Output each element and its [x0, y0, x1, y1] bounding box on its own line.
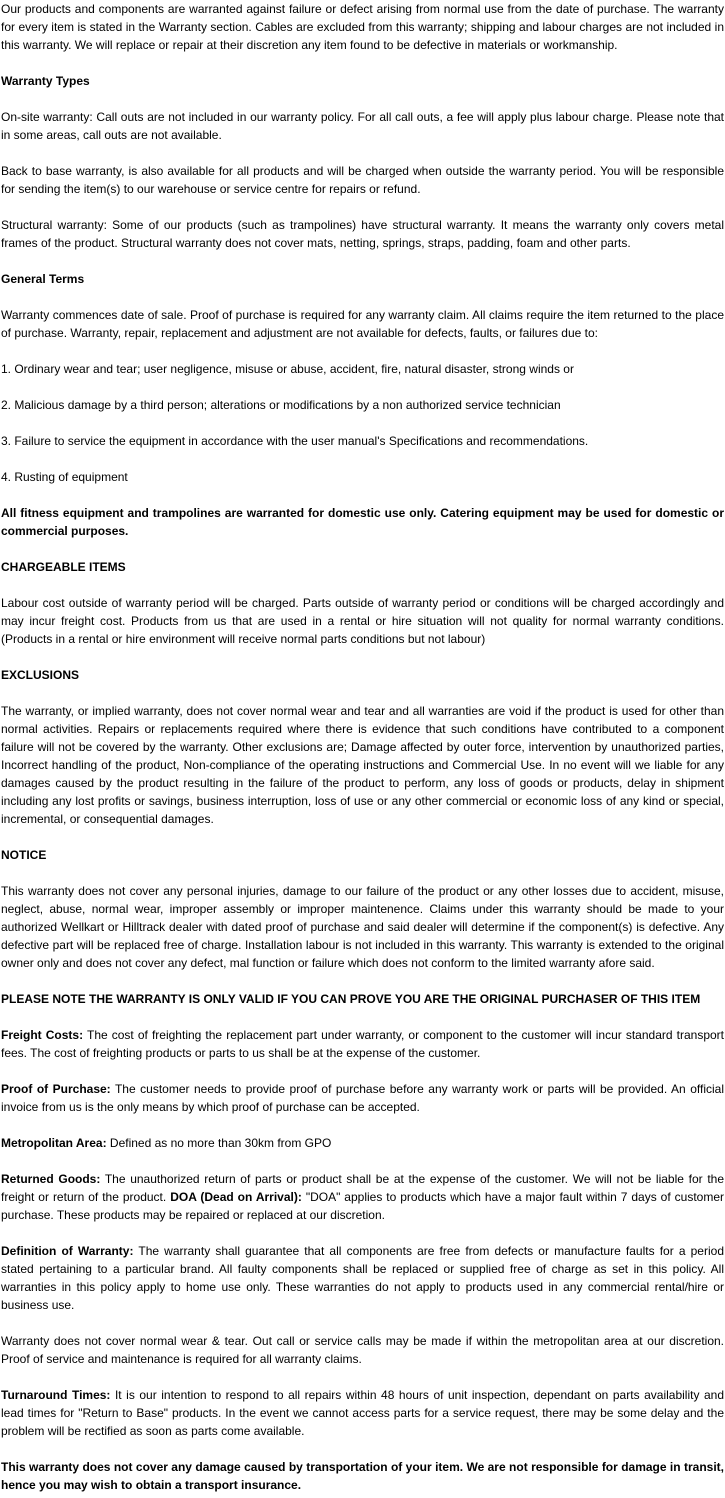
- original-purchaser-note: PLEASE NOTE THE WARRANTY IS ONLY VALID IF YOU CAN PROVE YOU ARE THE ORIGINAL PURCHASER OF THIS ITEM: [1, 992, 701, 1006]
- general-terms-heading: General Terms: [1, 272, 85, 286]
- terms-item-4: 4. Rusting of equipment: [1, 470, 128, 484]
- terms-item-1: 1. Ordinary wear and tear; user negligence, misuse or abuse, accident, fire, natural disaster, strong winds or: [1, 362, 574, 376]
- definition-of-warranty-label: Definition of Warranty:: [1, 1244, 134, 1258]
- metropolitan-area-paragraph: [1, 1134, 724, 1152]
- general-terms-paragraph: Warranty commences date of sale. Proof of purchase is required for any warranty claim. All claims require the item returned to the place of purchase. Warranty, repair, replacement and adjustment are not available for defects, faults, or failures due to:: [1, 308, 724, 340]
- turnaround-times-label: Turnaround Times:: [1, 1388, 111, 1402]
- turnaround-times-text: It is our intention to respond to all repairs within 48 hours of unit inspection, dependant on parts availability and lead times for "Return to Base" products. In the event we cannot access parts for a service request, there may be some delay and the problem will be rectified as soon as parts come available.: [1, 1388, 724, 1438]
- notice-paragraph: This warranty does not cover any personal injuries, damage to our failure of the product or any other losses due to accident, misuse, neglect, abuse, normal wear, improper assembly or improper maintenence. Claims under this warranty should be made to your authorized Wellkart or Hilltrack dealer with dated proof of purchase and said dealer will determine if the component(s) is defective. Any defective part will be replaced free of charge. Installation labour is not included in this warranty. This warranty is extended to the original owner only and does not cover any defect, mal function or failure which does not conform to the limited warranty afore said.: [1, 884, 724, 970]
- terms-item-3: 3. Failure to service the equipment in accordance with the user manual's Specifications and recommendations.: [1, 434, 589, 448]
- chargeable-items-heading: CHARGEABLE ITEMS: [1, 560, 126, 574]
- returned-goods-text: The unauthorized return of parts or product shall be at the expense of the customer. We will not be liable for the freight or return of the product.: [1, 1172, 725, 1204]
- exclusions-heading: EXCLUSIONS: [1, 668, 80, 682]
- metropolitan-area-text: Defined as no more than 30km from GPO: [106, 1136, 332, 1150]
- notice-heading: NOTICE: [1, 848, 47, 862]
- metropolitan-area-label: Metropolitan Area:: [1, 1136, 107, 1150]
- terms-item-2: 2. Malicious damage by a third person; alterations or modifications by a non authorized service technician: [1, 398, 561, 412]
- turnaround-times-paragraph: [1, 1386, 724, 1440]
- definition-of-warranty-paragraph: [1, 1242, 724, 1314]
- doa-label: DOA (Dead on Arrival):: [170, 1190, 302, 1204]
- chargeable-items-paragraph: Labour cost outside of warranty period will be charged. Parts outside of warranty period or conditions will be charged accordingly and may incur freight cost. Products from us that are used in a rental or hire situation will not quality for normal warranty conditions. (Products in a rental or hire environment will receive normal parts conditions but not labour): [1, 596, 724, 646]
- onsite-warranty-paragraph: On-site warranty: Call outs are not included in our warranty policy. For all call outs, a fee will apply plus labour charge. Please note that in some areas, call outs are not available.: [1, 110, 724, 142]
- freight-costs-label: Freight Costs:: [1, 1028, 84, 1042]
- returned-goods-paragraph: [1, 1170, 724, 1224]
- definition-of-warranty-text: The warranty shall guarantee that all components are free from defects or manufacture faults for a period stated pertaining to a particular brand. All faulty components shall be replaced or supplied free of charge as set in this policy. All warranties in this policy apply to home use only. These warranties do not apply to products used in any commercial rental/hire or business use.: [1, 1244, 724, 1312]
- wear-and-tear-paragraph: Warranty does not cover normal wear & tear. Out call or service calls may be made if within the metropolitan area at our discretion. Proof of service and maintenance is required for all warranty claims.: [1, 1334, 724, 1366]
- freight-costs-paragraph: [1, 1026, 724, 1062]
- exclusions-paragraph: The warranty, or implied warranty, does not cover normal wear and tear and all warranties are void if the product is used for other than normal activities. Repairs or replacements required where there is evidence that such conditions have contributed to a component failure will not be covered by the warranty. Other exclusions are; Damage affected by outer force, intervention by unauthorized parties, Incorrect handling of the product, Non-compliance of the operating instructions and Commercial Use. In no event will we liable for any damages caused by the product resulting in the failure of the product to perform, any loss of goods or products, delay in shipment including any lost profits or savings, business interruption, loss of use or any other commercial or economic loss of any kind or special, incremental, or consequential damages.: [1, 704, 724, 826]
- warranty-types-heading: Warranty Types: [1, 74, 90, 88]
- doa-text: "DOA" applies to products which have a major fault within 7 days of customer purchase. These products may be repaired or replaced at our discretion.: [1, 1190, 724, 1222]
- proof-of-purchase-label: Proof of Purchase:: [1, 1082, 111, 1096]
- proof-of-purchase-text: The customer needs to provide proof of purchase before any warranty work or parts will be provided. An official invoice from us is the only means by which proof of purchase can be accepted.: [1, 1082, 724, 1114]
- intro-paragraph: Our products and components are warranted against failure or defect arising from normal use from the date of purchase. The warranty for every item is stated in the Warranty section. Cables are excluded from this warranty; shipping and labour charges are not included in this warranty. We will replace or repair at their discretion any item found to be defective in materials or workmanship.: [1, 2, 724, 52]
- proof-of-purchase-paragraph: [1, 1080, 724, 1116]
- freight-costs-text: The cost of freighting the replacement part under warranty, or component to the customer will incur standard transport fees. The cost of freighting products or parts to us shall be at the expense of the customer.: [1, 1028, 724, 1060]
- transport-damage-note: This warranty does not cover any damage caused by transportation of your item. We are not responsible for damage in transit, hence you may wish to obtain a transport insurance.: [1, 1460, 724, 1492]
- domestic-use-note: All fitness equipment and trampolines are warranted for domestic use only. Catering equipment may be used for domestic or commercial purposes.: [1, 506, 724, 538]
- structural-warranty-paragraph: Structural warranty: Some of our products (such as trampolines) have structural warranty. It means the warranty only covers metal frames of the product. Structural warranty does not cover mats, netting, springs, straps, padding, foam and other parts.: [1, 218, 724, 250]
- back-to-base-paragraph: Back to base warranty, is also available for all products and will be charged when outside the warranty period. You will be responsible for sending the item(s) to our warehouse or service centre for repairs or refund.: [1, 164, 724, 196]
- returned-goods-label: Returned Goods:: [1, 1172, 101, 1186]
